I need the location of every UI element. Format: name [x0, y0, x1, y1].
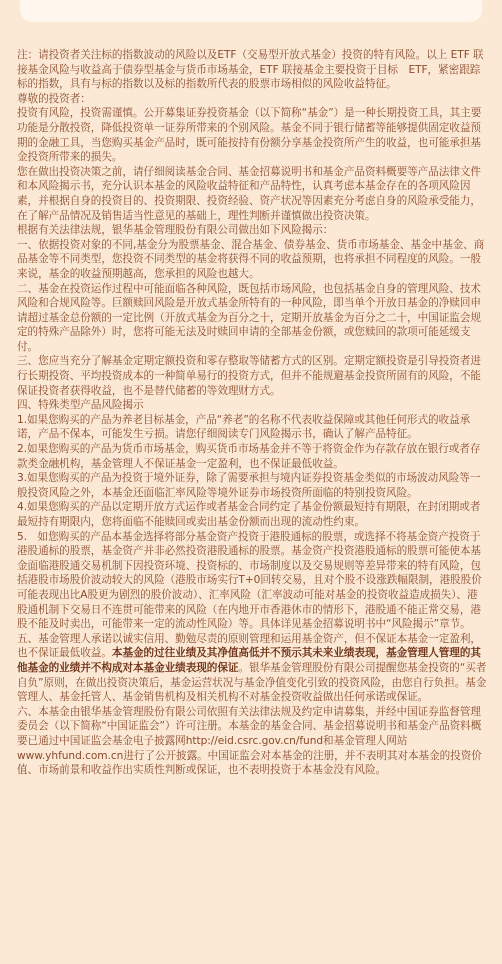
csrc-link[interactable]: http://eid.csrc.gov.cn/fund: [185, 734, 324, 747]
paragraph-before-decision: 您在做出投资决策之前，请仔细阅读基金合同、基金招募说明书和基金产品资料概要等产品法律文件和本风险揭示书，充分认识本基金的风险收益特征和产品特性，认真考虑本基金存在的各项风险因素，并根据自身的投资目的、投资期限、投资经验、资产状况等因素充分考虑自身的风险承受能力，在了解产品情况及销售适当性意见的基础上，理性判断并谨慎做出投资决策。: [17, 165, 481, 222]
section-4-item-2: 2.如果您购买的产品为货币市场基金，购买货币市场基金并不等于将资金作为存款存放在银行或者存款类金融机构，基金管理人不保证基金一定盈利，也不保证最低收益。: [17, 443, 481, 470]
section-4-item-3: 3.如果您购买的产品为投资于境外证券，除了需要承担与境内证券投资基金类似的市场波动风险等一般投资风险之外，本基金还面临汇率风险等境外证券市场投资所面临的特别投资风险。: [17, 472, 481, 499]
section-1: 一、依据投资对象的不同,基金分为股票基金、混合基金、债券基金、货币市场基金、基金中基金、商品基金等不同类型，您投资不同类型的基金将获得不同的收益预期，也将承担不同程度的风险。一般来说，基金的收益预期越高，您承担的风险也越大。: [17, 238, 485, 280]
section-6-text-c: 进行了公开披露。中国证监会对本基金的注册，并不表明其对本基金的投资价值、市场前景和收益作出实质性判断或保证，也不表明投资于本基金没有风险。: [17, 749, 482, 777]
section-6-text-b: 和基金管理人网站: [323, 734, 408, 747]
section-3: 三、您应当充分了解基金定期定额投资和零存整取等储蓄方式的区别。定期定额投资是引导投资者进行长期投资、平均投资成本的一种简单易行的投资方式，但并不能规避基金投资所固有的风险，不能保证投资者获得收益，也不是替代储蓄的等效理财方式。: [17, 355, 481, 397]
section-4-item-5: 5. 如您购买的产品本基金选择将部分基金资产投资于港股通标的股票，或选择不将基金资产投资于港股通标的股票，基金资产并非必然投资港股通标的股票。基金资产投资港股通标的股票可能使本基金面临港股通交易机制下因投资环境、投资标的、市场制度以及交易规则等差异带来的特有风险，包括港股市场股价波动较大的风险（港股市场实行T+0回转交易，且对个股不设涨跌幅限制，港股股价可能表现出比A股更为剧烈的股价波动）、汇率风险（汇率波动可能对基金的投资收益造成损失）、港股通机制下交易日不连贯可能带来的风险（在内地开市香港休市的情形下，港股通不能正常交易，港股不能及时卖出，可能带来一定的流动性风险）等。具体详见基金招募说明书中“风险揭示”章节。: [17, 530, 482, 631]
paragraph-risk-intro: 根据有关法律法规，银华基金管理股份有限公司做出如下风险揭示：: [17, 224, 334, 237]
section-5-text-a: 五、基金管理人承诺以诚实信用、勤勉尽责的原则管理和运用基金资产，但不保证本基金一定盈利，也不保证最低收益。: [17, 632, 481, 660]
yhfund-link[interactable]: www.yhfund.com.cn: [17, 749, 124, 762]
section-5-text-c: 。银华基金管理股份有限公司提醒您基金投资的“买者自负”原则，在做出投资决策后，基金运营状况与基金净值变化引致的投资风险，由您自行负担。基金管理人、基金托管人、基金销售机构及相关机构不对基金投资收益做出任何承诺或保证。: [17, 661, 487, 704]
section-6: [17, 705, 487, 778]
section-4-item-4: 4.如果您购买的产品以定期开放方式运作或者基金合同约定了基金份额最短持有期限，在封闭期或者最短持有期限内，您将面临不能赎回或卖出基金份额而出现的流动性约束。: [17, 501, 481, 528]
etf-note: 注：请投资者关注标的指数波动的风险以及ETF（交易型开放式基金）投资的特有风险。以上 ETF 联接基金风险与收益高于债券型基金与货币市场基金，ETF 联接基金主要投资于目标 ETF，紧密跟踪标的指数，具有与标的指数以及标的指数所代表的股票市场相似的风险收益特征。: [17, 49, 484, 91]
top-card: [20, 0, 482, 22]
section-4-item-1: 1.如果您购买的产品为养老目标基金，产品“养老”的名称不代表收益保障或其他任何形式的收益承诺，产品不保本，可能发生亏损。请您仔细阅读专门风险揭示书，确认了解产品特征。: [17, 413, 471, 441]
risk-disclosure: [17, 48, 487, 778]
section-5-bold: 本基金的过往业绩及其净值高低并不预示其未来业绩表现，基金管理人管理的其他基金的业绩并不构成对本基金业绩表现的保证: [17, 647, 481, 674]
section-4-heading: 四、特殊类型产品风险揭示: [17, 399, 144, 412]
section-2: 二、基金在投资运作过程中可能面临各种风险，既包括市场风险，也包括基金自身的管理风险、技术风险和合规风险等。巨额赎回风险是开放式基金所特有的一种风险，即当单个开放日基金的净赎回申请超过基金总份额的一定比例（开放式基金为百分之十，定期开放基金为百分之二十，中国证监会规定的特殊产品除外）时，您将可能无法及时赎回申请的全部基金份额，或您赎回的款项可能延缓支付。: [17, 282, 481, 353]
section-5: [17, 632, 487, 705]
section-6-text-a: 六、本基金由银华基金管理股份有限公司依照有关法律法规及约定申请募集，并经中国证券监督管理委员会（以下简称“中国证监会”）许可注册。本基金的基金合同、基金招募说明书和基金产品资料概要已通过中国证监会基金电子披露网: [17, 705, 482, 747]
greeting: 尊敬的投资者：: [17, 92, 91, 105]
paragraph-investment-risk: 投资有风险，投资需谨慎。公开募集证券投资基金（以下简称“基金”）是一种长期投资工具，其主要功能是分散投资，降低投资单一证券所带来的个别风险。基金不同于银行储蓄等能够提供固定收益预期的金融工具，当您购买基金产品时，既可能按持有份额分享基金投资所产生的收益，也可能承担基金投资所带来的损失。: [17, 107, 482, 164]
